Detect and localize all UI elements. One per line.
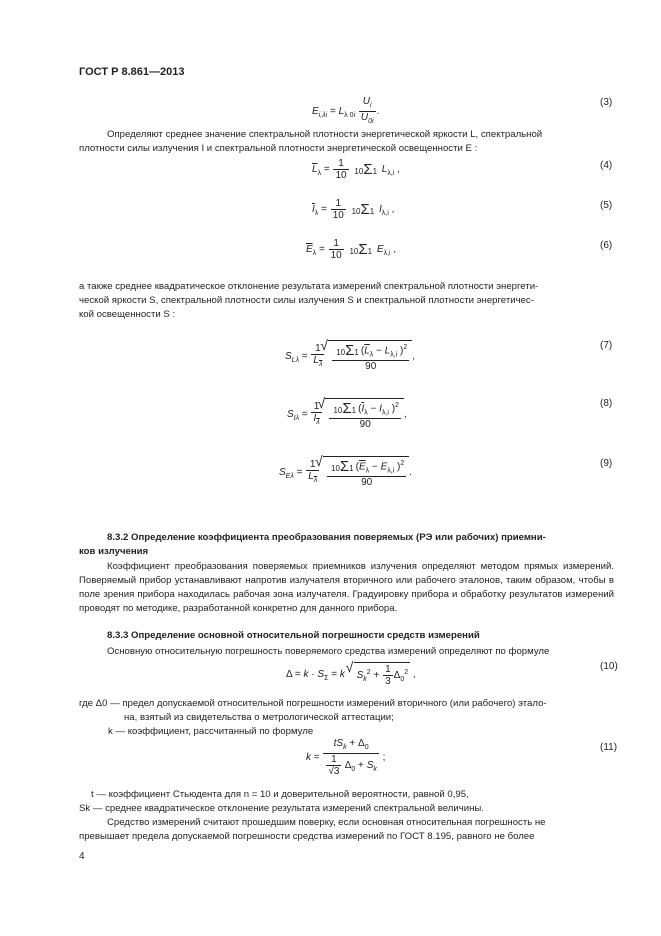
where-k: k — коэффициент, рассчитанный по формуле: [108, 726, 314, 737]
equation-number: (6): [600, 240, 613, 251]
equation-number: (8): [600, 398, 613, 409]
equation-5: $\overline{I}_\lambda$ = $\frac{1}{10}$ 10Σ1 $I_{\lambda,i}$ ,: [312, 198, 395, 221]
final-paragraph-line2: превышает предела допускаемой погрешности средства измерений по ГОСТ 8.195, равного не более: [79, 831, 535, 842]
equation-number: (7): [600, 340, 613, 351]
equation-7: $S_{L\lambda}$ = $\frac{1}{L_\lambda}$ √ $\frac{10\Sigma 1 (\overline{L}_\lambda - L_{\lambda,i} )^2}{90}$ ,: [285, 340, 415, 372]
equation-9: $S_{E\lambda}$ = $\frac{1}{L_\lambda}$ √ $\frac{10\Sigma 1 (\overline{E}_\lambda - E_{\lambda,i} )^2}{90}$ .: [279, 456, 412, 488]
equation-number: (5): [600, 200, 613, 211]
section-832-title: 8.3.2 Определение коэффициента преобразования поверяемых (РЭ или рабочих) приемни-: [107, 532, 546, 543]
paragraph-mean-line2: плотности силы излучения I и спектральной плотности энергетической освещенности E :: [79, 143, 478, 154]
paragraph-sq-line2: ческой яркости S, спектральной плотности силы излучения S и спектральной плотности энергетичес-: [79, 295, 534, 306]
final-paragraph-line1: Средство измерений считают прошедшим поверку, если основная относительная погрешность не: [107, 817, 546, 828]
equation-3: $E_{i,\lambda i} = L_{\lambda 0i}$ $\frac{U_i}{U_{0i}}$ .: [312, 96, 380, 125]
equation-number: (11): [600, 742, 618, 753]
equation-10: $\Delta = k \cdot S_\Sigma = k$ √ $S_k^2$ + $\frac{1}{3}$ $\Delta_0^2$ ,: [286, 662, 416, 687]
sk-definition: Sk — среднее квадратическое отклонение результата измерений спектральной величины.: [79, 803, 484, 814]
document-header: ГОСТ Р 8.861—2013: [79, 66, 185, 78]
equation-6: $\overline{E}_\lambda$ = $\frac{1}{10}$ 10Σ1 $E_{\lambda,i}$ ,: [306, 238, 397, 261]
page-number: 4: [79, 851, 85, 862]
paragraph-mean-line1: Определяют среднее значение спектральной плотности энергетической яркости L, спектральной: [107, 129, 543, 140]
paragraph-sq-line1: а также среднее квадратическое отклонение результата измерений спектральной плотности энергети-: [79, 281, 539, 292]
equation-11: k = $tS_k + \Delta_0$ $\frac{1}{√3}$ $\Delta_0 + S_k$ ;: [306, 738, 386, 777]
equation-4: $\overline{L}_\lambda$ = $\frac{1}{10}$ 10Σ1 $L_{\lambda,i}$ ,: [312, 158, 400, 181]
section-832-body: Коэффициент преобразования поверяемых приемников излучения определяют методом прямых измерений. Поверяемый прибор устанавливают напротив излучателя вторичного или рабочего эталонов, таким образом, чтобы в поле зрения прибора находилась рабочая зона излучателя. Градуировку прибора и обработку результатов измерений проводят по методике, разработанной конкретно для данного прибора.: [79, 561, 614, 614]
equation-8: $S_{I\lambda}$ = $\frac{1}{I_\lambda}$ √ $\frac{10\Sigma 1 (\overline{I}_\lambda - I_{\lambda,i} )^2}{90}$ ,: [287, 398, 407, 430]
where-delta: где Δ0 — предел допускаемой относительной погрешности измерений вторичного (или рабочего) этало-: [79, 698, 547, 709]
t-definition: t — коэффициент Стьюдента для n = 10 и доверительной вероятности, равной 0,95,: [91, 789, 469, 800]
section-833-body: Основную относительную погрешность поверяемого средства измерений определяют по формуле: [107, 646, 550, 657]
paragraph-sq-line3: кой освещенности S :: [79, 309, 176, 320]
section-833-title: 8.3.3 Определение основной относительной погрешности средств измерений: [107, 630, 480, 641]
equation-number: (4): [600, 160, 613, 171]
equation-number: (3): [600, 97, 613, 108]
where-delta-cont: на, взятый из свидетельства о метрологической аттестации;: [124, 712, 394, 723]
equation-number: (10): [600, 661, 618, 672]
section-832-title-cont: ков излучения: [79, 546, 149, 557]
equation-number: (9): [600, 458, 613, 469]
